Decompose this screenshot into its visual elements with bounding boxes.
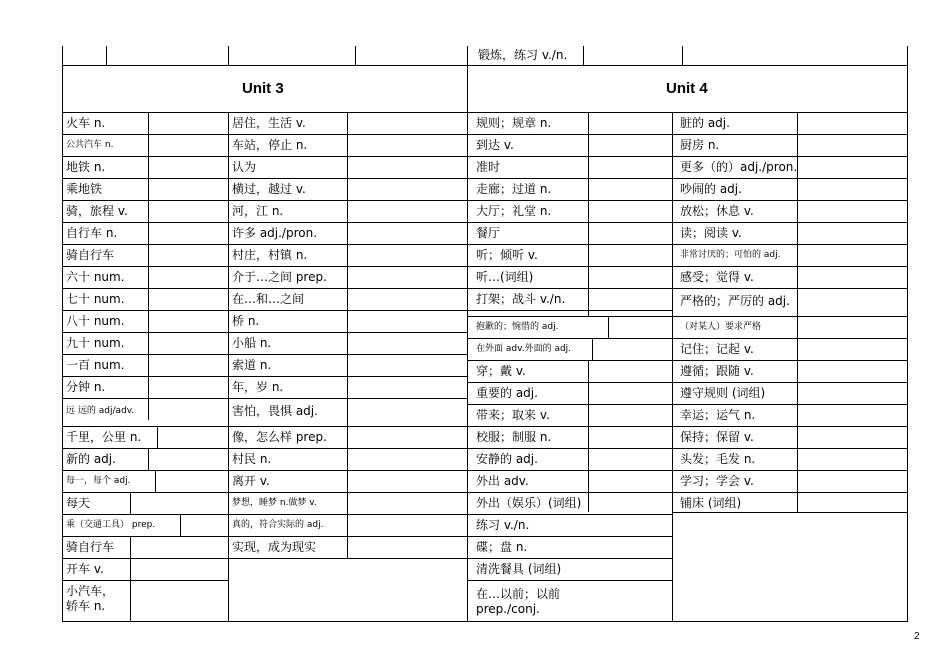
rule-row-c4 bbox=[672, 316, 907, 317]
col2-cell: 索道 n. bbox=[232, 358, 272, 372]
col4-cell: 更多（的）adj./pron. bbox=[680, 160, 798, 174]
col1-cell: 地铁 n. bbox=[66, 160, 106, 174]
col1-cell: 轿车 n. bbox=[66, 599, 106, 613]
rule-row-c1 bbox=[62, 244, 228, 245]
col1-cell: 远 远的 adj/adv. bbox=[66, 406, 135, 416]
rule-col-divider-right-lower bbox=[672, 512, 673, 622]
rule-row-c3 bbox=[467, 200, 672, 201]
rule-row-c1 bbox=[62, 310, 228, 311]
rule-row-c1 bbox=[62, 178, 228, 179]
col2-cell: 离开 v. bbox=[232, 474, 270, 488]
col2-cell: 认为 bbox=[232, 160, 257, 174]
col1-cell: 分钟 n. bbox=[66, 380, 106, 394]
col3-cell: 走廊；过道 n. bbox=[476, 182, 552, 196]
rule-row-c4 bbox=[672, 178, 907, 179]
rule-row-c4 bbox=[672, 200, 907, 201]
rule-row-c1 bbox=[62, 558, 228, 559]
rule-top-v2 bbox=[228, 46, 229, 66]
rule-row-c3 bbox=[467, 134, 672, 135]
rule-top-v3 bbox=[355, 46, 356, 66]
col2-cell: 小船 n. bbox=[232, 336, 272, 350]
col2-cell: 介于…之间 prep. bbox=[232, 270, 327, 284]
rule-row-c3 bbox=[467, 558, 672, 559]
rule-col-divider-left bbox=[228, 112, 229, 622]
rule-right-border bbox=[907, 46, 908, 622]
col3-cell: 带来；取来 v. bbox=[476, 408, 550, 422]
rule-row-c4 bbox=[672, 338, 907, 339]
col1-cell: 六十 num. bbox=[66, 270, 125, 284]
col3-cell: prep./conj. bbox=[476, 602, 540, 616]
page-number: 2 bbox=[914, 631, 920, 642]
rule-row-c1 bbox=[62, 332, 228, 333]
col1-cell: 骑，旅程 v. bbox=[66, 204, 128, 218]
col3-cell: 打架；战斗 v./n. bbox=[476, 292, 566, 306]
col3-cell: 外出（娱乐）(词组) bbox=[476, 496, 582, 510]
rule-row-c4 bbox=[672, 492, 907, 493]
rule-row-c3 bbox=[467, 404, 672, 405]
rule-top-row-bottom bbox=[62, 65, 908, 66]
col2-cell: 村庄，村镇 n. bbox=[232, 248, 308, 262]
col4-cell: 感受；觉得 v. bbox=[680, 270, 754, 284]
rule-row-c1 bbox=[62, 222, 228, 223]
rule-row-c3 bbox=[467, 580, 672, 581]
rule-top-v5 bbox=[682, 46, 683, 66]
col2-cell: 居住，生活 v. bbox=[232, 116, 306, 130]
rule-row-c4 bbox=[672, 382, 907, 383]
col3-cell: 大厅；礼堂 n. bbox=[476, 204, 552, 218]
col2-cell: 在…和…之间 bbox=[232, 292, 305, 306]
col3-cell: 安静的 adj. bbox=[476, 452, 538, 466]
rule-row-c1 bbox=[62, 426, 228, 427]
rule-c2-inner-b bbox=[347, 536, 348, 558]
col3-cell: 穿；戴 v. bbox=[476, 364, 526, 378]
rule-row-c1 bbox=[62, 470, 228, 471]
rule-row-c3 bbox=[467, 316, 672, 317]
rule-row-c3 bbox=[467, 244, 672, 245]
col2-cell: 河，江 n. bbox=[232, 204, 284, 218]
rule-c2-inner bbox=[347, 112, 348, 536]
rule-row-c4 bbox=[672, 512, 907, 513]
rule-row-c4 bbox=[672, 266, 907, 267]
col2-cell: 像，怎么样 prep. bbox=[232, 430, 327, 444]
col1-cell: 一百 num. bbox=[66, 358, 125, 372]
rule-table-bottom bbox=[62, 621, 908, 622]
rule-row-c4 bbox=[672, 134, 907, 135]
col2-cell: 桥 n. bbox=[232, 314, 260, 328]
rule-row-c2 bbox=[228, 558, 467, 559]
rule-c3-inner-b bbox=[608, 316, 609, 338]
col1-cell: 开车 v. bbox=[66, 562, 104, 576]
rule-row-c1 bbox=[62, 156, 228, 157]
col4-cell: （对某人）要求严格 bbox=[680, 322, 762, 332]
col2-cell: 梦想，睡梦 n.做梦 v. bbox=[232, 498, 317, 508]
col4-cell: 幸运；运气 n. bbox=[680, 408, 756, 422]
rule-row-c3 bbox=[467, 382, 672, 383]
rule-row-c3 bbox=[467, 156, 672, 157]
rule-row-c1 bbox=[62, 398, 228, 399]
rule-row-c3 bbox=[467, 492, 672, 493]
col3-cell: 在…以前；以前 bbox=[476, 587, 561, 601]
rule-row-c1 bbox=[62, 448, 228, 449]
rule-top-v1 bbox=[106, 46, 107, 66]
col2-cell: 年，岁 n. bbox=[232, 380, 284, 394]
col3-cell: 餐厅 bbox=[476, 226, 501, 240]
col1-cell: 九十 num. bbox=[66, 336, 125, 350]
rule-row-c3 bbox=[467, 514, 672, 515]
rule-row-c4 bbox=[672, 288, 907, 289]
col4-cell: 保持；保留 v. bbox=[680, 430, 754, 444]
col1-cell: 每天 bbox=[66, 496, 91, 510]
rule-row-c4 bbox=[672, 156, 907, 157]
rule-row-c1 bbox=[62, 536, 228, 537]
rule-top-v4 bbox=[583, 46, 584, 66]
rule-unit-header-bottom bbox=[62, 112, 908, 113]
col3-cell: 清洗餐具 (词组) bbox=[476, 562, 562, 576]
rule-c3-inner-d bbox=[588, 360, 589, 382]
col2-cell: 许多 adj./pron. bbox=[232, 226, 318, 240]
rule-unit-divider bbox=[467, 46, 468, 622]
col1-cell: 新的 adj. bbox=[66, 452, 116, 466]
rule-c1-inner-e bbox=[157, 426, 158, 448]
col2-cell: 车站，停止 n. bbox=[232, 138, 308, 152]
col4-cell: 记住；记起 v. bbox=[680, 342, 754, 356]
col4-cell: 读；阅读 v. bbox=[680, 226, 742, 240]
rule-row-c3 bbox=[467, 338, 672, 339]
rule-c3-inner-e bbox=[588, 382, 589, 512]
col2-cell: 村民 n. bbox=[232, 452, 272, 466]
col1-cell: 八十 num. bbox=[66, 314, 125, 328]
col3-cell: 规则；规章 n. bbox=[476, 116, 552, 130]
rule-row-c3 bbox=[467, 310, 672, 311]
rule-row-c1 bbox=[62, 514, 228, 515]
col4-cell: 严格的；严厉的 adj. bbox=[680, 294, 790, 308]
rule-row-c4 bbox=[672, 222, 907, 223]
col3-cell: 碟；盘 n. bbox=[476, 540, 528, 554]
rule-row-c4 bbox=[672, 404, 907, 405]
col1-cell: 自行车 n. bbox=[66, 226, 118, 240]
col3-cell: 听…(词组) bbox=[476, 270, 534, 284]
col4-cell: 吵闹的 adj. bbox=[680, 182, 742, 196]
col3-cell: 准时 bbox=[476, 160, 501, 174]
rule-row-c3 bbox=[467, 288, 672, 289]
rule-row-c1 bbox=[62, 288, 228, 289]
rule-row-c1 bbox=[62, 354, 228, 355]
col4-cell: 脏的 adj. bbox=[680, 116, 730, 130]
rule-c1-inner-c bbox=[148, 376, 149, 398]
rule-c3-inner-a bbox=[588, 112, 589, 316]
rule-col-divider-right bbox=[672, 112, 673, 512]
rule-c1-inner-h bbox=[130, 492, 131, 514]
col3-cell: 听；倾听 v. bbox=[476, 248, 538, 262]
top-row-text: 锻炼，练习 v./n. bbox=[478, 48, 568, 62]
col1-cell: 千里，公里 n. bbox=[66, 430, 142, 444]
col3-cell: 抱歉的；惋惜的 adj. bbox=[476, 322, 559, 332]
col4-cell: 遵循；跟随 v. bbox=[680, 364, 754, 378]
col2-cell: 实现，成为现实 bbox=[232, 540, 317, 554]
col1-cell: 火车 n. bbox=[66, 116, 106, 130]
col3-cell: 重要的 adj. bbox=[476, 386, 538, 400]
col2-cell: 害怕，畏惧 adj. bbox=[232, 404, 318, 418]
col1-cell: 每一，每个 adj. bbox=[66, 476, 131, 486]
rule-c1-inner-d bbox=[148, 398, 149, 420]
rule-row-c1 bbox=[62, 376, 228, 377]
col3-cell: 练习 v./n. bbox=[476, 518, 530, 532]
rule-row-c4 bbox=[672, 244, 907, 245]
rule-c1-inner-a bbox=[148, 112, 149, 354]
rule-c1-inner-i bbox=[180, 514, 181, 536]
rule-c1-inner-f bbox=[148, 448, 149, 470]
rule-row-c3 bbox=[467, 536, 672, 537]
rule-row-c4 bbox=[672, 360, 907, 361]
rule-row-c4 bbox=[672, 448, 907, 449]
rule-row-c4 bbox=[672, 426, 907, 427]
col3-cell: 在外面 adv.外面的 adj. bbox=[476, 344, 572, 354]
rule-row-c1 bbox=[62, 134, 228, 135]
col1-cell: 七十 num. bbox=[66, 292, 125, 306]
rule-row-c1 bbox=[62, 492, 228, 493]
rule-row-c1 bbox=[62, 200, 228, 201]
col1-cell: 小汽车， bbox=[66, 584, 115, 598]
col2-cell: 横过，越过 v. bbox=[232, 182, 306, 196]
col4-cell: 学习；学会 v. bbox=[680, 474, 754, 488]
col4-cell: 厨房 n. bbox=[680, 138, 720, 152]
col2-cell: 真的，符合实际的 adj. bbox=[232, 520, 324, 530]
rule-row-c3 bbox=[467, 266, 672, 267]
col3-cell: 到达 v. bbox=[476, 138, 514, 152]
unit-4-heading: Unit 4 bbox=[666, 80, 708, 97]
rule-row-c3 bbox=[467, 448, 672, 449]
rule-left-border bbox=[62, 46, 63, 622]
rule-row-c1 bbox=[62, 266, 228, 267]
col1-cell: 骑自行车 bbox=[66, 248, 115, 262]
rule-c1-inner-j bbox=[130, 536, 131, 622]
rule-row-c4 bbox=[672, 470, 907, 471]
col3-cell: 外出 adv. bbox=[476, 474, 529, 488]
col4-cell: 铺床 (词组) bbox=[680, 496, 742, 510]
unit-3-heading: Unit 3 bbox=[242, 80, 284, 97]
rule-row-c3 bbox=[467, 178, 672, 179]
col4-cell: 遵守规则 (词组) bbox=[680, 386, 766, 400]
col1-cell: 乘地铁 bbox=[66, 182, 103, 196]
col1-cell: 乘（交通工具） prep. bbox=[66, 520, 156, 530]
col1-cell: 骑自行车 bbox=[66, 540, 115, 554]
rule-row-c3 bbox=[467, 426, 672, 427]
col3-cell: 校服；制服 n. bbox=[476, 430, 552, 444]
col1-cell: 公共汽车 n. bbox=[66, 140, 114, 150]
rule-c1-inner-b bbox=[148, 354, 149, 376]
rule-row-c3 bbox=[467, 470, 672, 471]
rule-c1-inner-g bbox=[155, 470, 156, 492]
col4-cell: 头发；毛发 n. bbox=[680, 452, 756, 466]
col4-cell: 非常讨厌的；可怕的 adj. bbox=[680, 250, 781, 260]
col4-cell: 放松；休息 v. bbox=[680, 204, 754, 218]
rule-row-c3 bbox=[467, 222, 672, 223]
rule-c3-inner-c bbox=[592, 338, 593, 360]
rule-row-c3 bbox=[467, 360, 672, 361]
rule-row-c1 bbox=[62, 580, 228, 581]
